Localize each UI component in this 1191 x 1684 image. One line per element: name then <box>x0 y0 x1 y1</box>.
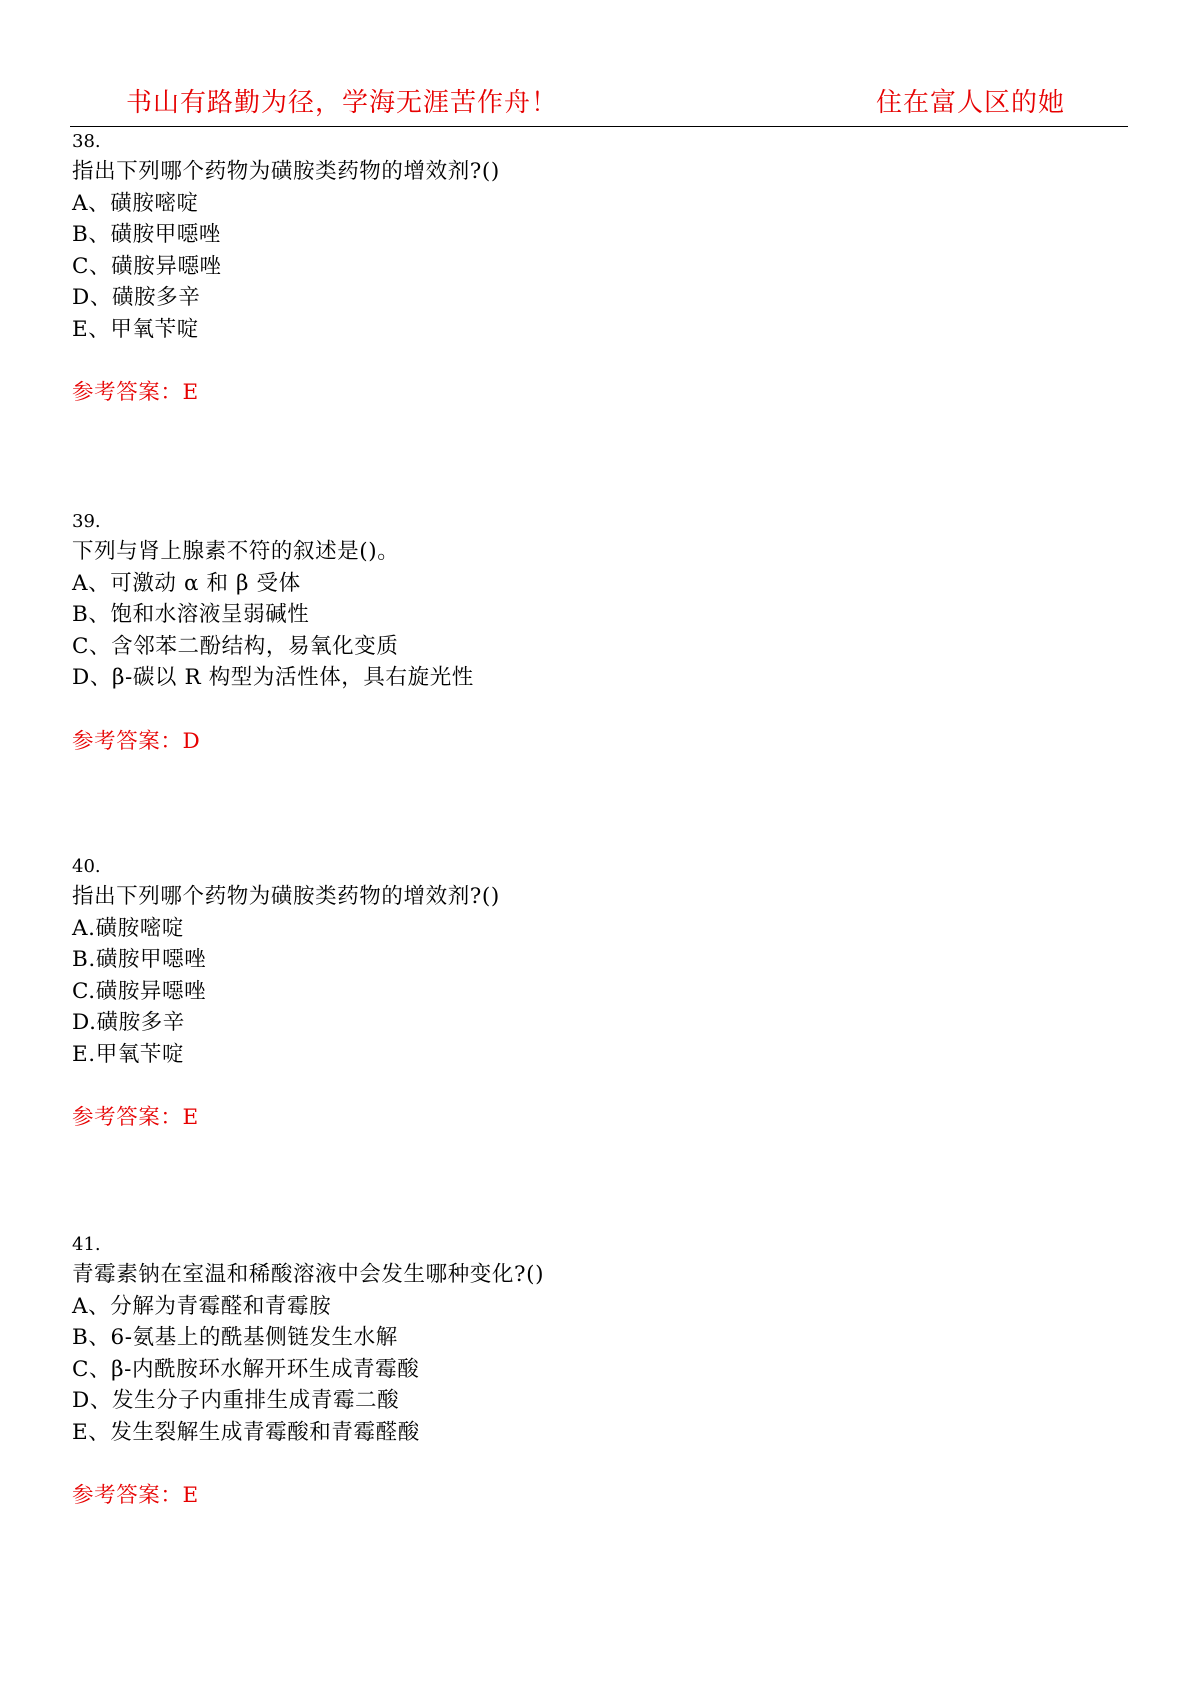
option-d: D.磺胺多辛 <box>72 1010 185 1035</box>
option-b: B、磺胺甲噁唑 <box>72 222 222 247</box>
option-e: E.甲氧苄啶 <box>72 1041 185 1067</box>
page-header <box>70 78 1128 127</box>
question-38 <box>72 128 1112 409</box>
option-a: A、分解为青霉醛和青霉胺 <box>72 1293 332 1319</box>
option-b: B、饱和水溶液呈弱碱性 <box>72 602 310 627</box>
question-stem: 指出下列哪个药物为磺胺类药物的增效剂?() <box>72 159 500 184</box>
question-number: 39. <box>72 511 101 532</box>
reference-answer <box>72 1102 1112 1134</box>
question-number: 41. <box>72 1234 101 1255</box>
question-40 <box>72 853 1112 1134</box>
option-c: C、磺胺异噁唑 <box>72 253 222 279</box>
reference-answer <box>72 726 1112 758</box>
question-41 <box>72 1231 1112 1512</box>
option-b: B、6-氨基上的酰基侧链发生水解 <box>72 1325 398 1350</box>
answer-value: E <box>182 380 199 405</box>
option-b: B.磺胺甲噁唑 <box>72 947 207 972</box>
answer-value: E <box>182 1105 199 1130</box>
header-motto: 书山有路勤为径，学海无涯苦作舟！ <box>126 88 559 118</box>
answer-label: 参考答案： <box>72 380 183 405</box>
option-c: C.磺胺异噁唑 <box>72 978 207 1004</box>
option-a: A.磺胺嘧啶 <box>72 915 184 941</box>
option-d: D、磺胺多辛 <box>72 285 201 310</box>
question-number: 38. <box>72 131 101 152</box>
option-d: D、发生分子内重排生成青霉二酸 <box>72 1388 400 1413</box>
answer-label: 参考答案： <box>72 1483 183 1508</box>
option-a: A、可激动 α 和 β 受体 <box>72 570 301 596</box>
question-stem: 青霉素钠在室温和稀酸溶液中会发生哪种变化?() <box>72 1262 545 1287</box>
option-e: E、甲氧苄啶 <box>72 316 199 342</box>
reference-answer <box>72 377 1112 409</box>
answer-value: E <box>182 1483 199 1508</box>
header-author: 住在富人区的她 <box>876 88 1066 118</box>
answer-label: 参考答案： <box>72 728 183 754</box>
reference-answer <box>72 1480 1112 1512</box>
option-d: D、β-碳以 R 构型为活性体，具右旋光性 <box>72 665 474 690</box>
option-e: E、发生裂解生成青霉酸和青霉醛酸 <box>72 1419 420 1445</box>
answer-value: D <box>182 728 201 754</box>
option-c: C、β-内酰胺环水解开环生成青霉酸 <box>72 1356 420 1382</box>
question-number: 40. <box>72 856 101 877</box>
question-stem: 下列与肾上腺素不符的叙述是()。 <box>72 539 400 564</box>
question-stem: 指出下列哪个药物为磺胺类药物的增效剂?() <box>72 884 500 909</box>
question-39 <box>72 508 1112 757</box>
option-a: A、磺胺嘧啶 <box>72 190 199 216</box>
answer-label: 参考答案： <box>72 1105 183 1130</box>
option-c: C、含邻苯二酚结构，易氧化变质 <box>72 633 399 659</box>
